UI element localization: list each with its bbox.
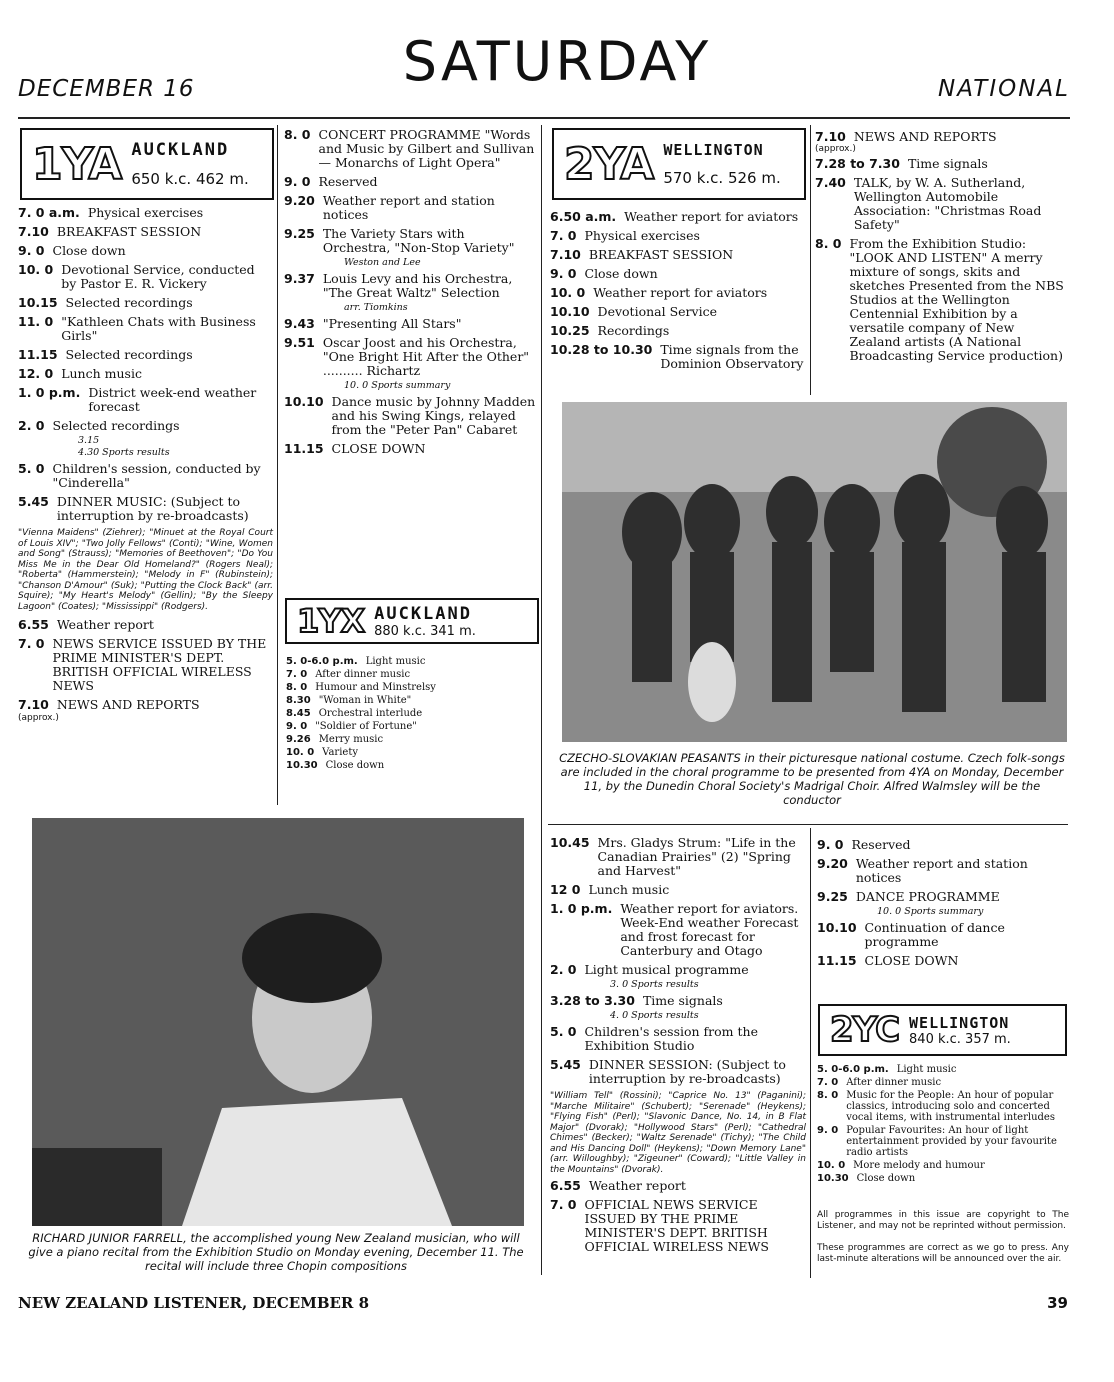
schedule-time: 7.10 — [18, 224, 49, 239]
schedule-time: 1. 0 p.m. — [550, 901, 613, 916]
schedule-entry — [817, 921, 1069, 949]
schedule-description: Time signals — [907, 155, 988, 171]
footer-publication: NEW ZEALAND LISTENER, DECEMBER 8 — [18, 1294, 370, 1312]
column-1yx — [286, 656, 538, 773]
schedule-description: Close down — [584, 266, 658, 281]
schedule-entry — [18, 225, 273, 239]
schedule-time: 9.51 — [284, 335, 315, 350]
schedule-description: Weather report for aviators — [593, 285, 768, 300]
schedule-time: 10.10 — [817, 920, 857, 935]
czech-peasants-photo — [562, 402, 1067, 742]
schedule-description: "Presenting All Stars" — [322, 316, 462, 331]
schedule-description: Light musical programme — [584, 962, 749, 977]
schedule-description: CLOSE DOWN — [864, 953, 959, 968]
station-logo: 1YX — [297, 602, 365, 640]
farrell-portrait-photo — [32, 818, 524, 1226]
schedule-time: 1. 0 p.m. — [18, 385, 81, 400]
schedule-description: OFFICIAL NEWS SERVICE ISSUED BY THE PRIME MINISTER'S DEPT. BRITISH OFFICIAL WIRELESS NEWS — [584, 1197, 769, 1254]
schedule-time: 7. 0 — [18, 636, 45, 651]
schedule-entry — [550, 1058, 806, 1086]
schedule-time: 9. 0 — [817, 1125, 839, 1136]
schedule-time: 9. 0 — [284, 174, 311, 189]
schedule-time: 10. 0 — [286, 747, 315, 758]
schedule-description: Light music — [896, 1064, 957, 1075]
schedule-description: Lunch music — [588, 882, 670, 897]
col-divider — [810, 828, 811, 1278]
schedule-entry — [286, 747, 538, 758]
schedule-time: 7.10 — [815, 129, 846, 144]
schedule-time: 10.15 — [18, 295, 58, 310]
schedule-description: After dinner music — [846, 1077, 942, 1088]
schedule-time: 2. 0 — [18, 418, 45, 433]
schedule-description: Devotional Service — [597, 304, 717, 319]
schedule-entry — [286, 734, 538, 745]
schedule-time: 8. 0 — [815, 235, 842, 251]
schedule-time: 9. 0 — [817, 837, 844, 852]
schedule-description: TALK, by W. A. Sutherland, Wellington Automobile Association: "Christmas Road Safety" — [853, 174, 1042, 232]
schedule-time: 5. 0-6.0 p.m. — [817, 1064, 889, 1075]
schedule-description: From the Exhibition Studio: "LOOK AND LISTEN" A merry mixture of songs, skits and sketches Presented from the NBS Studios at the Wellington Centennial Exhibition by a versatile company of New Zealand artists (A National Broadcasting Service production) — [849, 235, 1064, 363]
schedule-time: 9.20 — [284, 193, 315, 208]
schedule-entry — [815, 237, 1069, 363]
schedule-entry — [817, 890, 1069, 904]
schedule-description: "Soldier of Fortune" — [315, 721, 417, 732]
column-2ya — [550, 210, 806, 376]
station-frequency: 840 k.c. 357 m. — [909, 1031, 1011, 1047]
column-2yc — [817, 1064, 1069, 1186]
portrait-figure — [32, 818, 524, 1226]
schedule-description: NEWS SERVICE ISSUED BY THE PRIME MINISTER'S DEPT. BRITISH OFFICIAL WIRELESS NEWS — [52, 636, 267, 693]
schedule-description: Weather report — [56, 617, 154, 632]
schedule-time: 10. 0 — [817, 1160, 846, 1171]
schedule-time: 9. 0 — [286, 721, 308, 732]
schedule-description: Lunch music — [61, 366, 142, 381]
schedule-description: Humour and Minstrelsy — [315, 682, 436, 693]
schedule-description: Merry music — [318, 734, 384, 745]
schedule-entry — [550, 963, 806, 977]
schedule-time: 10.30 — [817, 1173, 849, 1184]
schedule-entry — [817, 838, 1069, 852]
schedule-entry — [817, 954, 1069, 968]
dinner-music-list: "Vienna Maidens" (Ziehrer); "Minuet at the Royal Court of Louis XIV"; "Two Jolly Fellows" (Conti); "Wine, Women and Song" (Strauss); "Memories of Beethoven"; "Do You Miss Me in the Dear Old Homeland?" (Rogers Neal); "Roberta" (Hammerstein); "Melody in F" (Rubinstein); "Chanson D'Amour" (Suk); "Putting the Clock Back" (arr. Squire); "My Heart's Melody" (Gellin); "By the Sleepy Lagoon" (Coates); "Mississippi" (Rodgers). — [18, 528, 273, 612]
schedule-entry — [284, 317, 536, 331]
schedule-time: 7.10 — [18, 697, 49, 712]
station-city: AUCKLAND — [374, 603, 472, 624]
schedule-time: 10. 0 — [18, 262, 54, 277]
schedule-description: DINNER MUSIC: (Subject to interruption by re-broadcasts) — [56, 494, 249, 523]
schedule-description: NEWS AND REPORTS — [56, 697, 200, 712]
schedule-description: Reserved — [318, 174, 378, 189]
schedule-description: CLOSE DOWN — [331, 441, 426, 456]
schedule-time: 5. 0 — [18, 461, 45, 476]
copyright-notice: All programmes in this issue are copyright to The Listener, and may not be reprinted without permission. — [817, 1210, 1069, 1231]
top-rule — [18, 117, 1070, 119]
schedule-entry — [815, 130, 1069, 144]
station-frequency: 570 k.c. 526 m. — [663, 169, 781, 187]
schedule-description: More melody and humour — [853, 1160, 985, 1171]
schedule-time: 7.28 to 7.30 — [815, 155, 900, 171]
schedule-time: 7. 0 — [550, 228, 577, 243]
schedule-time: 7. 0 — [286, 669, 308, 680]
column-2ya-evening — [815, 130, 1069, 368]
schedule-time: 9.26 — [286, 734, 311, 745]
approx-note: (approx.) — [18, 713, 59, 723]
schedule-entry — [815, 176, 1069, 232]
schedule-time: 8. 0 — [286, 682, 308, 693]
schedule-entry — [550, 836, 806, 878]
farrell-photo-caption: RICHARD JUNIOR FARRELL, the accomplished young New Zealand musician, who will give a piano recital from the Exhibition Studio on Monday evening, December 11. The recital will include three Chopin compositions — [28, 1231, 524, 1273]
schedule-description: Physical exercises — [584, 228, 700, 243]
schedule-description: BREAKFAST SESSION — [56, 224, 202, 239]
schedule-entry — [550, 267, 806, 281]
schedule-entry — [18, 419, 273, 433]
schedule-time: 5. 0 — [550, 1024, 577, 1039]
schedule-entry — [18, 296, 273, 310]
schedule-entry — [18, 367, 273, 381]
station-frequency: 650 k.c. 462 m. — [131, 170, 249, 188]
schedule-entry — [18, 263, 273, 291]
header-date: DECEMBER 16 — [18, 76, 195, 102]
schedule-time: 6.55 — [550, 1178, 581, 1193]
schedule-entry — [817, 1064, 1069, 1075]
schedule-entry — [284, 272, 536, 300]
schedule-entry — [550, 248, 806, 262]
schedule-subnote: 3. 0 Sports results — [610, 979, 699, 990]
schedule-description: Light music — [365, 656, 426, 667]
schedule-entry — [18, 244, 273, 258]
schedule-time: 5. 0-6.0 p.m. — [286, 656, 358, 667]
schedule-time: 10.28 to 10.30 — [550, 342, 653, 357]
schedule-description: Weather report and station notices — [855, 856, 1028, 885]
schedule-entry — [18, 348, 273, 362]
schedule-description: Time signals — [642, 993, 723, 1008]
station-logo: 2YC — [830, 1010, 900, 1050]
schedule-entry — [284, 395, 536, 437]
schedule-description: Physical exercises — [87, 205, 204, 220]
page-title: SATURDAY — [402, 30, 712, 93]
schedule-subnote: 3.15 — [78, 435, 100, 446]
schedule-entry — [286, 708, 538, 719]
schedule-entry — [284, 128, 536, 170]
station-city: AUCKLAND — [131, 140, 230, 160]
page-number: 39 — [1047, 1294, 1068, 1312]
schedule-description: "Kathleen Chats with Business Girls" — [61, 314, 256, 343]
dinner-session-list: "William Tell" (Rossini); "Caprice No. 13" (Paganini); "Marche Militaire" (Schubert); "Serenade" (Heykens); "Flying Fish" (Perl); "Slavonic Dance, No. 14, in B Flat Major" (Dvorak); "Hollywood Stars" (Perl); "Cathedral Chimes" (Becker); "Waltz Serenade" (Tichy); "The Child and His Dancing Doll" (Heykens); "Down Memory Lane" (arr. Willoughby); "Zigeuner" (Coward); "Little Valley in the Mountains" (Dvorak). — [550, 1091, 806, 1175]
schedule-description: Music for the People: An hour of popular classics, introducing solo and concerted vocal items, with instrumental interludes — [846, 1090, 1055, 1123]
schedule-description: Recordings — [597, 323, 670, 338]
schedule-entry — [286, 682, 538, 693]
schedule-entry — [550, 305, 806, 319]
station-logo: 2YA — [564, 138, 654, 190]
station-frequency: 880 k.c. 341 m. — [374, 623, 476, 639]
schedule-entry — [18, 206, 273, 220]
schedule-time: 8.45 — [286, 708, 311, 719]
schedule-entry — [18, 495, 273, 523]
schedule-subnote: arr. Tiomkins — [344, 302, 408, 313]
schedule-description: Weather report for aviators. Week-End weather Forecast and frost forecast for Canterbury and Otago — [620, 901, 799, 958]
schedule-description: Orchestral interlude — [318, 708, 423, 719]
schedule-description: NEWS AND REPORTS — [853, 129, 997, 144]
schedule-description: Weather report for aviators — [624, 209, 799, 224]
schedule-time: 3.28 to 3.30 — [550, 993, 635, 1008]
czech-photo-caption: CZECHO-SLOVAKIAN PEASANTS in their picturesque national costume. Czech folk-songs are included in the choral programme to be presented from 4YA on Monday, December 11, by the Dunedin Choral Society's Madrigal Choir. Alfred Walmsley will be the conductor — [559, 751, 1065, 807]
schedule-time: 7.40 — [815, 174, 846, 190]
schedule-description: Selected recordings — [65, 347, 193, 362]
schedule-time: 5.45 — [550, 1057, 581, 1072]
approx-note: (approx.) — [815, 144, 856, 154]
schedule-time: 7. 0 — [550, 1197, 577, 1212]
schedule-entry — [286, 669, 538, 680]
schedule-description: District week-end weather forecast — [88, 385, 257, 414]
schedule-time: 12 0 — [550, 882, 581, 897]
schedule-description: Close down — [52, 243, 126, 258]
alterations-notice: These programmes are correct as we go to press. Any last-minute alterations will be announced over the air. — [817, 1243, 1069, 1264]
station-box-2yc — [818, 1004, 1067, 1056]
schedule-description: The Variety Stars with Orchestra, "Non-Stop Variety" — [322, 226, 515, 255]
col-divider — [541, 125, 542, 1275]
schedule-description: Reserved — [851, 837, 911, 852]
schedule-time: 9.37 — [284, 271, 315, 286]
schedule-description: Children's session, conducted by "Cinderella" — [52, 461, 261, 490]
station-city: WELLINGTON — [663, 141, 764, 159]
schedule-description: Weather report — [588, 1178, 686, 1193]
schedule-entry — [550, 883, 806, 897]
schedule-subnote: 4. 0 Sports results — [610, 1010, 699, 1021]
schedule-entry — [550, 902, 806, 958]
schedule-entry — [18, 618, 273, 632]
schedule-time: 10. 0 — [550, 285, 586, 300]
schedule-time: 9.25 — [817, 889, 848, 904]
schedule-entry — [286, 760, 538, 771]
schedule-entry — [815, 157, 1069, 171]
schedule-time: 7. 0 — [817, 1077, 839, 1088]
schedule-entry — [817, 1077, 1069, 1088]
column-1ya — [18, 206, 273, 724]
schedule-time: 7.10 — [550, 247, 581, 262]
schedule-entry — [817, 1090, 1069, 1123]
schedule-description: BREAKFAST SESSION — [588, 247, 734, 262]
schedule-entry — [286, 721, 538, 732]
schedule-subnote: 10. 0 Sports summary — [344, 380, 451, 391]
schedule-description: DANCE PROGRAMME — [855, 889, 1000, 904]
schedule-subnote: Weston and Lee — [344, 257, 421, 268]
schedule-entry — [286, 695, 538, 706]
schedule-time: 2. 0 — [550, 962, 577, 977]
schedule-description: Louis Levy and his Orchestra, "The Great Waltz" Selection — [322, 271, 513, 300]
schedule-entry — [817, 1125, 1069, 1158]
schedule-time: 10.45 — [550, 835, 590, 850]
schedule-description: Variety — [322, 747, 358, 758]
schedule-time: 11.15 — [817, 953, 857, 968]
schedule-time: 9.43 — [284, 316, 315, 331]
schedule-entry — [284, 336, 536, 378]
schedule-entry — [817, 1160, 1069, 1171]
col-divider — [277, 125, 278, 805]
schedule-time: 5.45 — [18, 494, 49, 509]
station-box-2ya — [552, 128, 806, 200]
schedule-description: Mrs. Gladys Strum: "Life in the Canadian Prairies" (2) "Spring and Harvest" — [597, 835, 796, 878]
schedule-entry — [286, 656, 538, 667]
schedule-time: 11. 0 — [18, 314, 54, 329]
photo-figures — [562, 402, 1067, 742]
schedule-time: 6.55 — [18, 617, 49, 632]
schedule-time: 9.20 — [817, 856, 848, 871]
schedule-time: 6.50 a.m. — [550, 209, 617, 224]
schedule-time: 7. 0 a.m. — [18, 205, 80, 220]
schedule-time: 11.15 — [284, 441, 324, 456]
schedule-entry — [284, 175, 536, 189]
schedule-entry — [18, 698, 273, 712]
schedule-time: 10.10 — [284, 394, 324, 409]
schedule-entry — [550, 229, 806, 243]
schedule-entry — [550, 1179, 806, 1193]
schedule-entry — [550, 1025, 806, 1053]
schedule-description: "Woman in White" — [318, 695, 412, 706]
station-logo: 1YA — [32, 138, 122, 190]
schedule-entry — [284, 194, 536, 222]
schedule-time: 9. 0 — [550, 266, 577, 281]
schedule-entry — [550, 324, 806, 338]
column-2ya-afternoon — [550, 836, 806, 1259]
schedule-description: Popular Favourites: An hour of light entertainment provided by your favourite radio artists — [846, 1125, 1057, 1158]
schedule-entry — [18, 462, 273, 490]
schedule-description: Close down — [856, 1173, 916, 1184]
schedule-description: Dance music by Johnny Madden and his Swing Kings, relayed from the "Peter Pan" Cabaret — [331, 394, 536, 437]
schedule-subnote: 4.30 Sports results — [78, 447, 170, 458]
schedule-description: Selected recordings — [52, 418, 180, 433]
schedule-description: After dinner music — [315, 669, 411, 680]
schedule-time: 8.30 — [286, 695, 311, 706]
schedule-entry — [284, 442, 536, 456]
station-box-1ya — [20, 128, 274, 200]
schedule-time: 11.15 — [18, 347, 58, 362]
column-2ya-late — [817, 838, 1069, 973]
station-city: WELLINGTON — [909, 1013, 1010, 1032]
schedule-description: Weather report and station notices — [322, 193, 495, 222]
schedule-time: 9. 0 — [18, 243, 45, 258]
schedule-description: Selected recordings — [65, 295, 193, 310]
schedule-entry — [550, 343, 806, 371]
schedule-entry — [550, 1198, 806, 1254]
col-divider — [810, 125, 811, 395]
schedule-description: Continuation of dance programme — [864, 920, 1005, 949]
schedule-entry — [550, 994, 806, 1008]
schedule-entry — [18, 315, 273, 343]
schedule-time: 10.30 — [286, 760, 318, 771]
schedule-time: 10.10 — [550, 304, 590, 319]
schedule-entry — [550, 286, 806, 300]
schedule-entry — [550, 210, 806, 224]
schedule-entry — [18, 386, 273, 414]
schedule-entry — [284, 227, 536, 255]
schedule-time: 8. 0 — [817, 1090, 839, 1101]
schedule-subnote: 10. 0 Sports summary — [877, 906, 984, 917]
schedule-time: 8. 0 — [284, 127, 311, 142]
schedule-entry — [817, 857, 1069, 885]
schedule-description: Time signals from the Dominion Observatory — [660, 342, 804, 371]
station-box-1yx — [285, 598, 539, 644]
mid-rule — [548, 824, 1068, 825]
schedule-time: 10.25 — [550, 323, 590, 338]
schedule-time: 9.25 — [284, 226, 315, 241]
schedule-time: 12. 0 — [18, 366, 54, 381]
schedule-description: Devotional Service, conducted by Pastor E. R. Vickery — [61, 262, 255, 291]
schedule-description: Oscar Joost and his Orchestra, "One Bright Hit After the Other" .......... Richartz — [322, 335, 530, 378]
schedule-description: DINNER SESSION: (Subject to interruption by re-broadcasts) — [588, 1057, 786, 1086]
schedule-description: Children's session from the Exhibition Studio — [584, 1024, 758, 1053]
header-network: NATIONAL — [938, 76, 1070, 102]
schedule-description: CONCERT PROGRAMME "Words and Music by Gilbert and Sullivan — Monarchs of Light Opera" — [318, 127, 535, 170]
column-1ya-evening — [284, 128, 536, 461]
schedule-description: Close down — [325, 760, 385, 771]
schedule-entry — [817, 1173, 1069, 1184]
schedule-entry — [18, 637, 273, 693]
